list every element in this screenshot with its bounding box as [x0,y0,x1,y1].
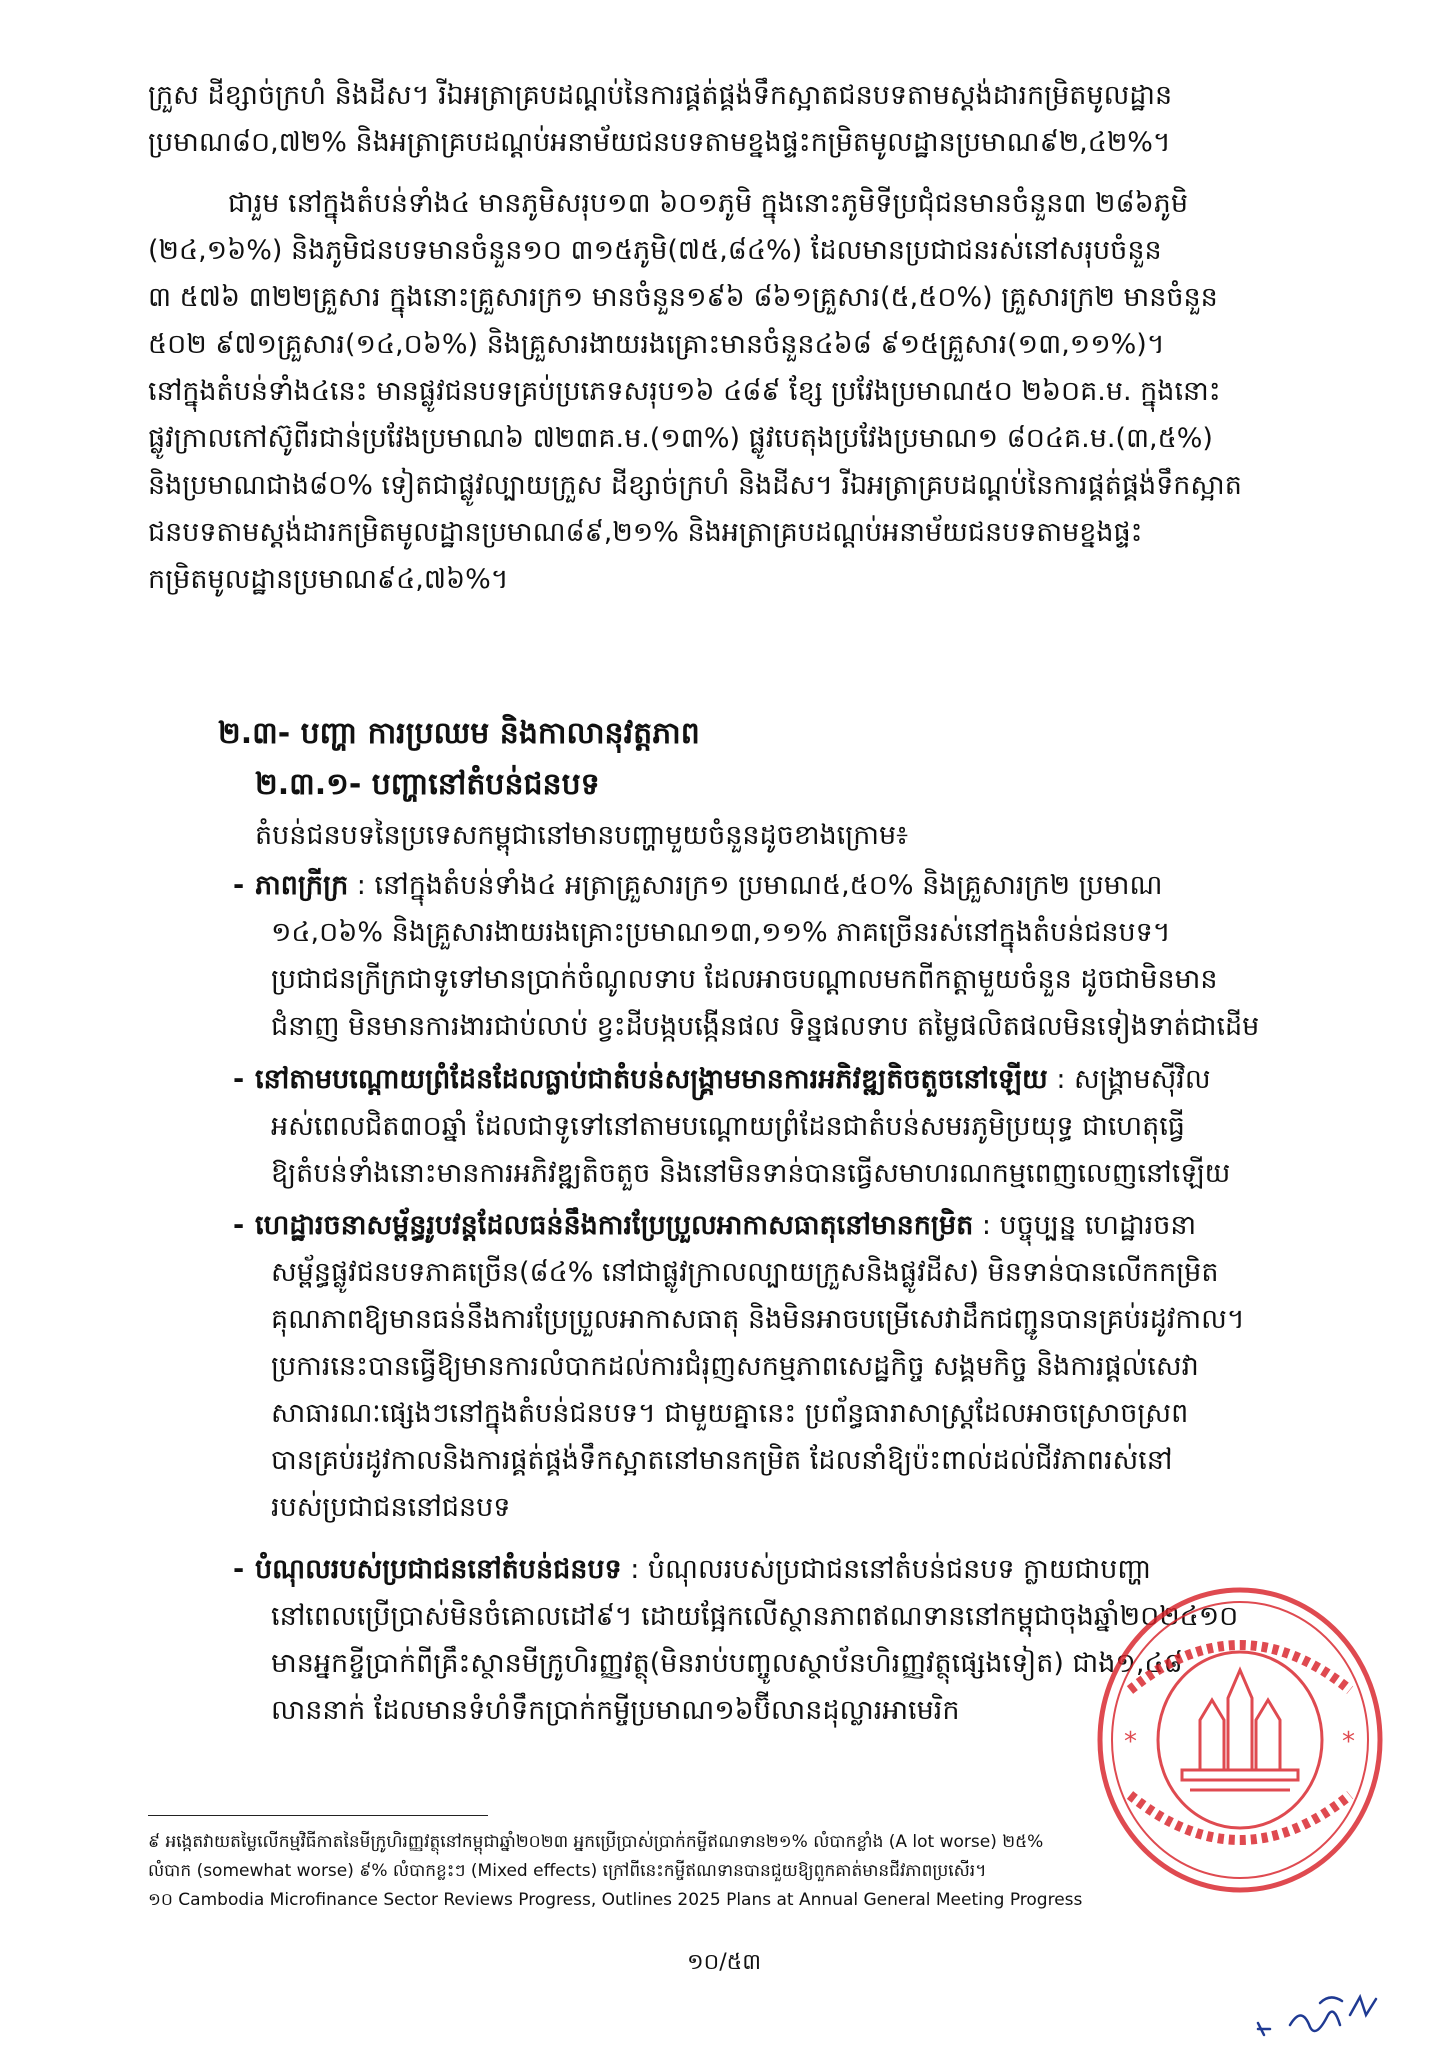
bullet-title: ភាពក្រីក្រ [255,870,349,901]
svg-text:*: * [1342,1727,1355,1757]
bullet-line: ជំនាញ មិនមានការងារជាប់លាប់ ខ្វះដីបង្កបង្កើនផល ទិន្នផលទាប តម្លៃផលិតផលមិនទៀងទាត់ជាដើម [271,1011,1260,1042]
signature-icon [1250,1985,1400,2045]
bullet-text: : នៅក្នុងតំបន់ទាំង៤ អត្រាគ្រួសារក្រ១ ប្រមាណ៥,៥០% និងគ្រួសារក្រ២ ប្រមាណ [348,870,1163,901]
bullet-border-areas [233,1056,1350,1197]
bullet-text: : បំណុលរបស់ប្រជាជននៅតំបន់ជនបទ ក្លាយជាបញ្ហា [621,1554,1152,1585]
bullet-text: : បច្ចុប្បន្ន ហេដ្ឋារចនា [973,1210,1197,1241]
bullet-line: ឱ្យតំបន់ទាំងនោះមានការអភិវឌ្ឍតិចតួច និងនៅមិនទាន់បានធ្វើសមាហរណកម្មពេញលេញនៅឡើយ [271,1158,1231,1189]
bullet-line: លាននាក់ ដែលមានទំហំទឹកប្រាក់កម្ចីប្រមាណ១៦ប៊ីលានដុល្លារអាមេរិក [271,1695,960,1726]
paragraph-line: ៣ ៥៧៦ ៣២២គ្រួសារ ក្នុងនោះគ្រួសារក្រ១ មានចំនួន១៩៦ ៨៦១គ្រួសារ(៥,៥០%) គ្រួសារក្រ២ មានចំនួន [148,282,1218,313]
footnote-9: ៩ អង្កេតវាយតម្លៃលើកម្មវិធីកាតនៃមីក្រូហិរញ្ញវត្ថុនៅកម្ពុជាឆ្នាំ២០២៣ អ្នកប្រើប្រាស់ប្រាក់កម្ចីឥណទាន២១% លំបាកខ្លាំង (A lot worse) ២៥% [148,1832,1044,1852]
paragraph-line: ផ្លូវក្រាលកៅស៊ូពីរជាន់ប្រវែងប្រមាណ៦ ៧២៣គ.ម.(១៣%) ផ្លូវបេតុងប្រវែងប្រមាណ១ ៨០៤គ.ម.(៣,៥%) [148,423,1213,454]
bullet-line: មានអ្នកខ្ចីប្រាក់ពីគ្រឹះស្ថានមីក្រូហិរញ្ញវត្ថុ(មិនរាប់បញ្ចូលស្ថាប័នហិរញ្ញវត្ថុផ្សេងទៀត) ជាង១,៤៨ [271,1648,1183,1679]
bullet-line: ប្រការនេះបានធ្វើឱ្យមានការលំបាកដល់ការជំរុញសកម្មភាពសេដ្ឋកិច្ច សង្គមកិច្ច និងការផ្តល់សេវា [271,1351,1199,1382]
bullet-text: : សង្គ្រាមស៊ីវិល [1047,1064,1211,1095]
bullet-dash: - [233,870,245,901]
bullet-line: សម្ព័ន្ធផ្លូវជនបទភាគច្រើន(៨៤% នៅជាផ្លូវក្រាលល្បាយក្រួសនិងផ្លូវដីស) មិនទាន់បានលើកកម្រិត [271,1257,1219,1288]
bullet-line: នៅពេលប្រើប្រាស់មិនចំគោលដៅ៩។ ដោយផ្អែកលើស្ថានភាពឥណទាននៅកម្ពុជាចុងឆ្នាំ២០២៤១០ [271,1601,1239,1632]
paragraph-line: ៥០២ ៩៧១គ្រួសារ(១៤,០៦%) និងគ្រួសារងាយរងគ្រោះមានចំនួន៤៦៨ ៩១៥គ្រួសារ(១៣,១១%)។ [148,329,1165,360]
paragraph-four-regions-summary [148,180,1348,603]
bullet-line: ១៤,០៦% និងគ្រួសារងាយរងគ្រោះប្រមាណ១៣,១១% ភាគច្រើនរស់នៅក្នុងតំបន់ជនបទ។ [271,917,1171,948]
bullet-dash: - [233,1554,245,1585]
paragraph-line: ប្រមាណ៨០,៧២% និងអត្រាគ្របដណ្តប់អនាម័យជនបទតាមខ្នងផ្ទះកម្រិតមូលដ្ឋានប្រមាណ៩២,៤២%។ [148,127,1171,158]
bullet-dash: - [233,1064,245,1095]
bullet-dash: - [233,1210,245,1241]
bullet-line [255,1056,1350,1103]
footnote-9-continued: លំបាក (somewhat worse) ៩% លំបាកខ្លះៗ (Mixed effects) ក្រៅពីនេះកម្ចីឥណទានបានជួយឱ្យពួកគាត់មានជីវភាពប្រសើរ។ [148,1861,987,1881]
paragraph-line: ជារួម នៅក្នុងតំបន់ទាំង៤ មានភូមិសរុប១៣ ៦០១ភូមិ ក្នុងនោះភូមិទីប្រជុំជនមានចំនួន៣ ២៨៦ភូមិ [228,188,1188,219]
footnote-divider [148,1815,488,1816]
svg-text:*: * [1124,1727,1137,1757]
paragraph-line: ក្រួស ដីខ្សាច់ក្រហំ និងដីស។ រីឯអត្រាគ្របដណ្តប់នៃការផ្គត់ផ្គង់ទឹកស្អាតជនបទតាមស្តង់ដារកម្រិតមូលដ្ឋាន [148,80,1173,111]
bullet-title: បំណុលរបស់ប្រជាជននៅតំបន់ជនបទ [255,1554,622,1585]
bullet-poverty [233,862,1350,1050]
section-heading-2-3: ២.៣- បញ្ហា ការប្រឈម និងកាលានុវត្តភាព [218,716,700,751]
paragraph-line: (២៤,១៦%) និងភូមិជនបទមានចំនួន១០ ៣១៥ភូមិ(៧៥,៨៤%) ដែលមានប្រជាជនរស់នៅសរុបចំនួន [148,235,1162,266]
page-number: ១០/៥៣ [686,1950,761,1975]
bullet-line: ប្រជាជនក្រីក្រជាទូទៅមានប្រាក់ចំណូលទាប ដែលអាចបណ្តាលមកពីកត្តាមួយចំនួន ដូចជាមិនមាន [271,964,1218,995]
bullet-line: បានគ្រប់រដូវកាលនិងការផ្គត់ផ្គង់ទឹកស្អាតនៅមានកម្រិត ដែលនាំឱ្យប៉ះពាល់ដល់ជីវភាពរស់នៅ [271,1445,1173,1476]
bullet-line: គុណភាពឱ្យមានធន់នឹងការប្រែប្រួលអាកាសធាតុ និងមិនអាចបម្រើសេវាដឹកជញ្ជូនបានគ្រប់រដូវកាល។ [271,1304,1245,1335]
footnote-10: ១០ Cambodia Microfinance Sector Reviews Progress, Outlines 2025 Plans at Annual General Meeting Progress [148,1890,1083,1910]
bullet-title: នៅតាមបណ្តោយព្រំដែនដែលធ្លាប់ជាតំបន់សង្គ្រាមមានការអភិវឌ្ឍតិចតួចនៅឡើយ [255,1064,1048,1095]
bullet-title: ហេដ្ឋារចនាសម្ព័ន្ធរូបវន្តដែលធន់នឹងការប្រែប្រួលអាកាសធាតុនៅមានកម្រិត [255,1210,974,1241]
intro-line: តំបន់ជនបទនៃប្រទេសកម្ពុជានៅមានបញ្ហាមួយចំនួនដូចខាងក្រោម៖ [255,820,908,851]
bullet-line: សាធារណៈផ្សេងៗនៅក្នុងតំបន់ជនបទ។ ជាមួយគ្នានេះ ប្រព័ន្ធធារាសាស្ត្រដែលអាចស្រោចស្រព [271,1398,1189,1429]
bullet-line: របស់ប្រជាជននៅជនបទ [271,1492,511,1523]
subsection-heading-2-3-1: ២.៣.១- បញ្ហានៅតំបន់ជនបទ [255,767,600,802]
bullet-line [255,1202,1350,1249]
intro-text [255,812,1350,859]
paragraph-roads-water-continued [148,72,1348,166]
paragraph-line: និងប្រមាណជាង៨០% ទៀតជាផ្លូវល្បាយក្រួស ដីខ្សាច់ក្រហំ និងដីស។ រីឯអត្រាគ្របដណ្តប់នៃការផ្គត់ផ្គង់ទឹកស្អាត [148,470,1242,501]
bullet-line [255,862,1350,909]
bullet-line: អស់ពេលជិត៣០ឆ្នាំ ដែលជាទូទៅនៅតាមបណ្តោយព្រំដែនជាតំបន់សមរភូមិប្រយុទ្ធ ជាហេតុធ្វើ [271,1111,1185,1142]
bullet-infrastructure [233,1202,1350,1531]
paragraph-line: ជនបទតាមស្តង់ដារកម្រិតមូលដ្ឋានប្រមាណ៨៩,២១% និងអត្រាគ្របដណ្តប់អនាម័យជនបទតាមខ្នងផ្ទះ [148,517,1143,548]
paragraph-line: នៅក្នុងតំបន់ទាំង៤នេះ មានផ្លូវជនបទគ្រប់ប្រភេទសរុប១៦ ៤៨៩ ខ្សែ ប្រវែងប្រមាណ៥០ ២៦០គ.ម. ក្នុងនោះ [148,376,1221,407]
paragraph-line: កម្រិតមូលដ្ឋានប្រមាណ៩៤,៧៦%។ [148,564,509,595]
